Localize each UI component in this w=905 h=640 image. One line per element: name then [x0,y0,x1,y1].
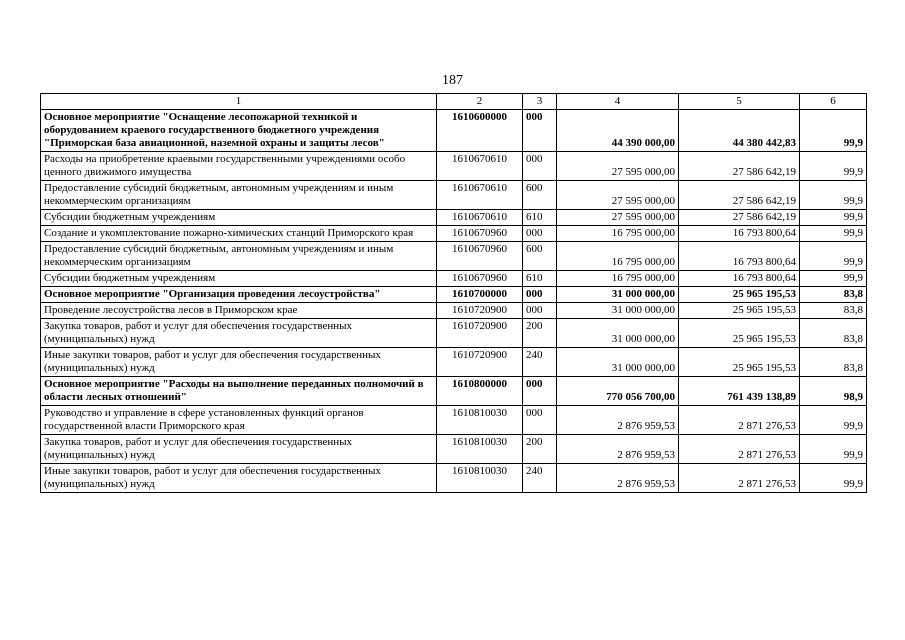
plan-amount-cell: 770 056 700,00 [557,377,679,406]
table-row [41,348,867,377]
table-row [41,406,867,435]
vr-code-cell: 000 [523,303,557,319]
csr-code-cell: 1610670960 [437,242,523,271]
csr-code-cell: 1610810030 [437,435,523,464]
name-cell: Создание и укомплектование пожарно-химических станций Приморского края [41,226,437,242]
table-body [41,94,867,493]
fact-amount-cell: 27 586 642,19 [679,210,800,226]
fact-amount-cell: 16 793 800,64 [679,242,800,271]
table-row [41,377,867,406]
fact-amount-cell: 27 586 642,19 [679,152,800,181]
name-cell: Закупка товаров, работ и услуг для обеспечения государственных (муниципальных) нужд [41,435,437,464]
fact-amount-cell: 2 871 276,53 [679,464,800,493]
name-cell: Субсидии бюджетным учреждениям [41,210,437,226]
csr-code-cell: 1610600000 [437,110,523,152]
plan-amount-cell: 2 876 959,53 [557,406,679,435]
fact-amount-cell: 27 586 642,19 [679,181,800,210]
header-cell-4: 4 [557,94,679,110]
header-cell-1: 1 [41,94,437,110]
percent-cell: 99,9 [800,110,867,152]
percent-cell: 99,9 [800,464,867,493]
vr-code-cell: 000 [523,287,557,303]
percent-cell: 99,9 [800,210,867,226]
name-cell: Закупка товаров, работ и услуг для обеспечения государственных (муниципальных) нужд [41,319,437,348]
table-row [41,464,867,493]
percent-cell: 99,9 [800,406,867,435]
percent-cell: 99,9 [800,152,867,181]
vr-code-cell: 000 [523,110,557,152]
vr-code-cell: 240 [523,464,557,493]
plan-amount-cell: 31 000 000,00 [557,303,679,319]
table-row [41,435,867,464]
name-cell: Расходы на приобретение краевыми государственными учреждениями особо ценного движимого имущества [41,152,437,181]
header-cell-2: 2 [437,94,523,110]
plan-amount-cell: 31 000 000,00 [557,287,679,303]
plan-amount-cell: 2 876 959,53 [557,464,679,493]
table-row [41,303,867,319]
vr-code-cell: 610 [523,271,557,287]
fact-amount-cell: 2 871 276,53 [679,406,800,435]
vr-code-cell: 000 [523,226,557,242]
csr-code-cell: 1610720900 [437,303,523,319]
csr-code-cell: 1610670610 [437,210,523,226]
csr-code-cell: 1610810030 [437,464,523,493]
plan-amount-cell: 27 595 000,00 [557,181,679,210]
fact-amount-cell: 44 380 442,83 [679,110,800,152]
csr-code-cell: 1610720900 [437,348,523,377]
header-cell-6: 6 [800,94,867,110]
name-cell: Основное мероприятие "Оснащение лесопожарной техникой и оборудованием краевого государственного бюджетного учреждения "Приморская база авиационной, наземной охраны и защиты лесов" [41,110,437,152]
header-cell-5: 5 [679,94,800,110]
fact-amount-cell: 25 965 195,53 [679,319,800,348]
percent-cell: 99,9 [800,226,867,242]
percent-cell: 99,9 [800,181,867,210]
plan-amount-cell: 27 595 000,00 [557,152,679,181]
percent-cell: 83,8 [800,319,867,348]
fact-amount-cell: 25 965 195,53 [679,287,800,303]
csr-code-cell: 1610670610 [437,181,523,210]
plan-amount-cell: 16 795 000,00 [557,242,679,271]
vr-code-cell: 240 [523,348,557,377]
vr-code-cell: 600 [523,181,557,210]
table-row [41,271,867,287]
vr-code-cell: 200 [523,435,557,464]
plan-amount-cell: 44 390 000,00 [557,110,679,152]
plan-amount-cell: 27 595 000,00 [557,210,679,226]
name-cell: Иные закупки товаров, работ и услуг для обеспечения государственных (муниципальных) нужд [41,348,437,377]
vr-code-cell: 600 [523,242,557,271]
percent-cell: 99,9 [800,242,867,271]
csr-code-cell: 1610800000 [437,377,523,406]
budget-table [40,93,867,493]
csr-code-cell: 1610720900 [437,319,523,348]
csr-code-cell: 1610700000 [437,287,523,303]
name-cell: Предоставление субсидий бюджетным, автономным учреждениям и иным некоммерческим организациям [41,242,437,271]
header-row [41,94,867,110]
fact-amount-cell: 2 871 276,53 [679,435,800,464]
table-row [41,210,867,226]
plan-amount-cell: 31 000 000,00 [557,348,679,377]
name-cell: Основное мероприятие "Расходы на выполнение переданных полномочий в области лесных отношений" [41,377,437,406]
header-cell-3: 3 [523,94,557,110]
plan-amount-cell: 31 000 000,00 [557,319,679,348]
table-row [41,319,867,348]
fact-amount-cell: 25 965 195,53 [679,303,800,319]
name-cell: Предоставление субсидий бюджетным, автономным учреждениям и иным некоммерческим организациям [41,181,437,210]
table-row [41,152,867,181]
csr-code-cell: 1610670960 [437,271,523,287]
csr-code-cell: 1610670960 [437,226,523,242]
percent-cell: 99,9 [800,435,867,464]
plan-amount-cell: 2 876 959,53 [557,435,679,464]
percent-cell: 83,8 [800,303,867,319]
vr-code-cell: 000 [523,406,557,435]
name-cell: Основное мероприятие "Организация проведения лесоустройства" [41,287,437,303]
table-row [41,181,867,210]
percent-cell: 83,8 [800,348,867,377]
vr-code-cell: 200 [523,319,557,348]
percent-cell: 98,9 [800,377,867,406]
name-cell: Иные закупки товаров, работ и услуг для обеспечения государственных (муниципальных) нужд [41,464,437,493]
csr-code-cell: 1610810030 [437,406,523,435]
name-cell: Проведение лесоустройства лесов в Приморском крае [41,303,437,319]
fact-amount-cell: 16 793 800,64 [679,271,800,287]
table-row [41,242,867,271]
plan-amount-cell: 16 795 000,00 [557,271,679,287]
table-row [41,110,867,152]
table-row [41,226,867,242]
table-row [41,287,867,303]
percent-cell: 99,9 [800,271,867,287]
fact-amount-cell: 25 965 195,53 [679,348,800,377]
csr-code-cell: 1610670610 [437,152,523,181]
fact-amount-cell: 16 793 800,64 [679,226,800,242]
name-cell: Субсидии бюджетным учреждениям [41,271,437,287]
vr-code-cell: 000 [523,152,557,181]
fact-amount-cell: 761 439 138,89 [679,377,800,406]
percent-cell: 83,8 [800,287,867,303]
name-cell: Руководство и управление в сфере установленных функций органов государственной власти Приморского края [41,406,437,435]
page-number: 187 [442,73,463,88]
vr-code-cell: 610 [523,210,557,226]
vr-code-cell: 000 [523,377,557,406]
plan-amount-cell: 16 795 000,00 [557,226,679,242]
